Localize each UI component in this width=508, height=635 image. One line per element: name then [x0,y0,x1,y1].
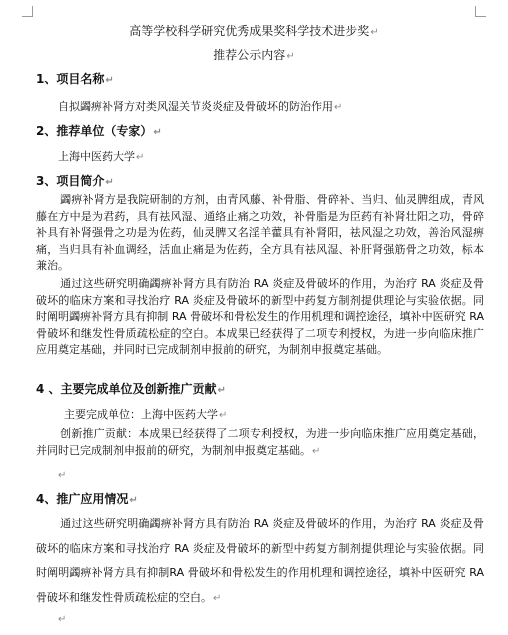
project-intro-text-1: 蠲痹补肾方是我院研制的方剂，由青风藤、补骨脂、骨碎补、当归、仙灵脾组成，青风藤在方中是为君药，具有祛风湿、通络止痛之功效，补骨脂是为臣药有补肾壮阳之功，骨碎补具有补肾强骨之功是为佐药，仙灵脾又名淫羊藿具有补肾阳，祛风湿之功效，善治风湿痹痛，当归具有补血调经，活血止痛是为佐药，全方具有祛风湿、补肝肾强筋骨之功效，标本兼治。 [36,193,484,272]
section-3-heading [36,172,114,189]
application-text: 通过这些研究明确蠲痹补肾方具有防治 RA 炎症及骨破坏的作用，为治疗 RA 炎症及骨破坏的临床方案和寻找治疗 RA 炎症及骨破坏的新型中药复方制剂提供理论与实验依据。同时阐明蠲痹补肾方具有抑制RA 骨破坏和骨松发生的作用机理和调控途径，填补中医研究 RA 骨破坏和继发性骨质疏松症的空白。 [36,517,484,604]
paragraph-mark-icon: ↵ [213,592,222,604]
section-4a-heading-text: 4 、主要完成单位及创新推广贡献 [36,382,217,396]
paragraph-mark-icon: ↵ [129,495,138,506]
paragraph-mark-icon: ↵ [312,445,321,457]
paragraph-mark-icon: ↵ [153,127,162,138]
recommending-unit-text: 上海中医药大学 [58,150,135,163]
paragraph-mark-icon: ↵ [286,51,295,62]
doc-title-text: 高等学校科学研究优秀成果奖科学技术进步奖 [129,24,370,38]
paragraph-mark-icon: ↵ [217,385,226,396]
innovation-contribution-text: 创新推广贡献：本成果已经获得了二项专利授权，为进一步向临床推广应用奠定基础，并同时已完成制剂申报前的研究，为制剂申报奠定基础。 [36,427,484,457]
paragraph-mark-icon: ↵ [219,410,228,421]
section-2-heading-text: 2、推荐单位（专家） [36,124,153,138]
empty-paragraph-mark-icon: ↵ [58,470,67,481]
section-4b-heading-text: 4、推广应用情况 [36,492,129,506]
section-2-heading [36,122,162,139]
paragraph-mark-icon: ↵ [370,27,379,38]
doc-subtitle-text: 推荐公示内容 [213,48,286,62]
doc-title [0,22,508,39]
project-name [58,98,342,114]
project-intro-text-2: 通过这些研究明确蠲痹补肾方具有防治 RA 炎症及骨破坏的作用，为治疗 RA 炎症及骨破坏的临床方案和寻找治疗 RA 炎症及骨破坏的新型中药复方制剂提供理论与实验依据。同时阐明蠲痹补肾方具有抑制 RA 骨破坏和骨松发生的作用机理和调控途径，填补中医研究 RA 骨破坏和继发性骨质疏松症的空白。本成果已经获得了二项专利授权，为进一步向临床推广应用奠定基础，并同时已完成制剂申报前的研究，为制剂申报奠定基础。 [36,277,484,356]
project-name-text: 自拟蠲痹补肾方对类风湿关节炎炎症及骨破坏的防治作用 [58,100,333,113]
doc-subtitle [0,46,508,63]
innovation-contribution [36,426,484,460]
margin-corner-top-left [22,6,33,17]
section-4b-heading [36,490,138,507]
paragraph-mark-icon: ↵ [334,102,343,113]
main-unit [64,406,227,422]
section-4a-heading [36,380,226,397]
empty-paragraph-mark-icon: ↵ [58,614,67,625]
main-unit-text: 主要完成单位：上海中医药大学 [64,408,218,421]
project-intro-paragraph-1 [36,192,484,275]
project-intro-paragraph-2 [36,276,484,359]
section-3-heading-text: 3、项目简介 [36,174,105,188]
section-1-heading [36,70,114,87]
paragraph-mark-icon: ↵ [136,152,145,163]
paragraph-mark-icon: ↵ [105,75,114,86]
application-paragraph [36,512,484,611]
margin-corner-top-right [475,6,486,17]
section-1-heading-text: 1、项目名称 [36,72,105,86]
paragraph-mark-icon: ↵ [105,177,114,188]
recommending-unit [58,148,144,164]
